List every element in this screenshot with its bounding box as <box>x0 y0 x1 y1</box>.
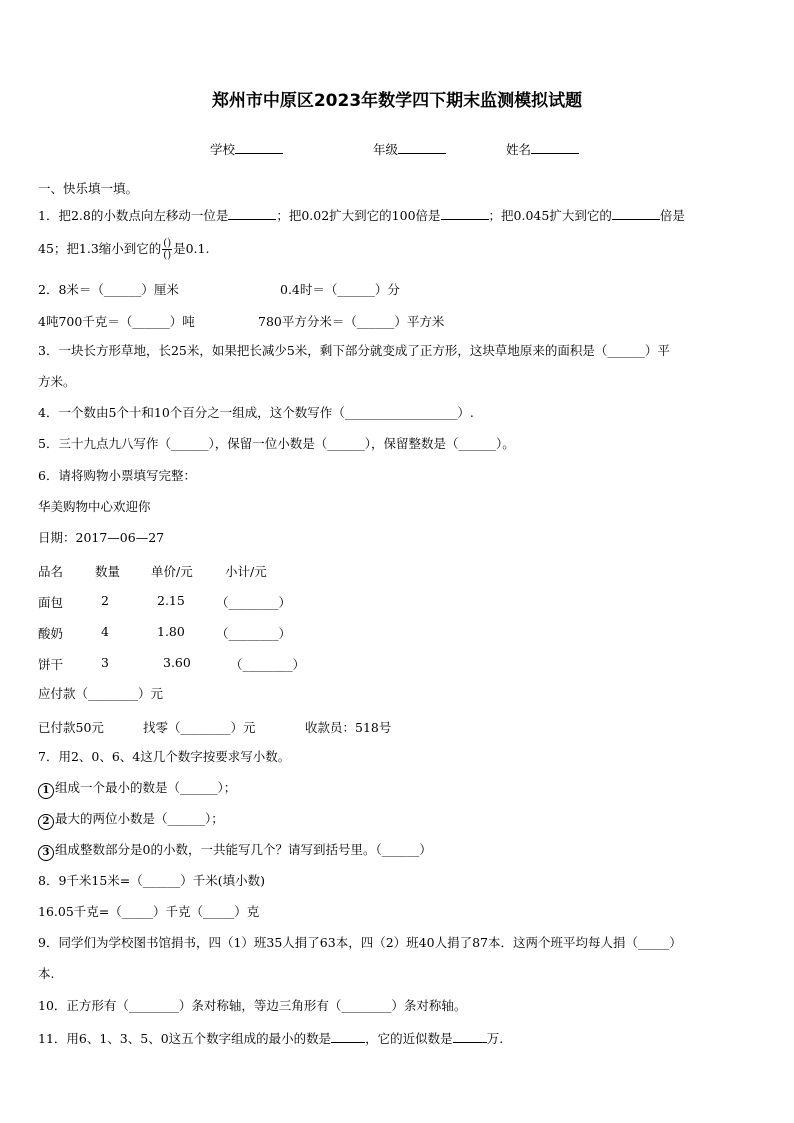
q1-blank-2 <box>441 207 489 220</box>
name-label: 姓名 <box>506 142 532 157</box>
receipt-row-name: 面包 <box>38 595 64 610</box>
question-7-stem: 7．用2、0、6、4这几个数字按要求写小数。 <box>38 749 291 764</box>
q7-item-text: 组成一个最小的数是（______）； <box>55 780 237 795</box>
receipt-store: 华美购物中心欢迎你 <box>38 499 151 514</box>
receipt-header-price: 单价/元 <box>151 564 193 579</box>
q1-text-b: ；把0.02扩大到它的100倍是 <box>276 208 441 223</box>
receipt-amount-due: 应付款（________）元 <box>38 686 164 701</box>
q11-text-c: 万. <box>486 1031 504 1046</box>
fraction-numerator: () <box>163 238 172 249</box>
receipt-row-price: 3.60 <box>163 655 191 670</box>
circled-number: 1 <box>38 783 54 799</box>
school-label: 学校 <box>210 142 236 157</box>
grade-blank <box>398 140 446 154</box>
receipt-row-qty: 4 <box>101 624 109 639</box>
q7-item-text: 最大的两位小数是（______）； <box>55 811 224 826</box>
question-9-line-2: 本. <box>38 966 55 981</box>
q2-item-c: 4吨700千克＝（______）吨 <box>38 314 195 329</box>
receipt-change: 找零（________）元 <box>143 720 256 735</box>
question-3-line-2: 方米。 <box>38 374 76 389</box>
question-11 <box>38 1030 503 1047</box>
receipt-row-name: 饼干 <box>38 657 64 672</box>
question-1-line-1 <box>38 207 685 224</box>
circled-number: 3 <box>38 845 54 861</box>
name-blank <box>531 140 579 154</box>
receipt-header-name: 品名 <box>38 564 64 579</box>
receipt-row-subtotal: （________） <box>216 595 292 610</box>
school-blank <box>235 140 283 154</box>
receipt-row-price: 1.80 <box>157 624 185 639</box>
question-1-line-2 <box>38 237 209 261</box>
name-field <box>506 140 579 158</box>
q1-text-d: 倍是 <box>659 208 685 223</box>
grade-field <box>373 140 446 158</box>
receipt-row-qty: 2 <box>101 593 109 608</box>
q2-item-a: 2．8米＝（______）厘米 <box>38 282 179 297</box>
q1-text-c: ；把0.045扩大到它的 <box>488 208 612 223</box>
q1-blank-3 <box>612 207 660 220</box>
question-3-line-1: 3．一块长方形草地，长25米，如果把长减少5米，剩下部分就变成了正方形，这块草地原来的面积是（______）平 <box>38 343 670 358</box>
receipt-header-qty: 数量 <box>95 564 121 579</box>
question-8-line-2: 16.05千克=（_____）千克（_____）克 <box>38 904 260 919</box>
circled-number: 2 <box>38 814 54 830</box>
question-5: 5．三十九点九八写作（______），保留一位小数是（______），保留整数是（______）。 <box>38 436 515 451</box>
q1-text-a: 1．把2.8的小数点向左移动一位是 <box>38 208 229 223</box>
receipt-row-subtotal: （________） <box>216 626 292 641</box>
school-field <box>210 140 283 158</box>
receipt-row-price: 2.15 <box>157 593 185 608</box>
grade-label: 年级 <box>373 142 399 157</box>
q7-item-1 <box>38 780 236 799</box>
fraction-denominator: () <box>163 250 172 261</box>
receipt-date: 日期：2017—06—27 <box>38 530 165 545</box>
question-4: 4．一个数由5个十和10个百分之一组成，这个数写作（__________________）. <box>38 405 474 420</box>
receipt-row-subtotal: （________） <box>230 657 306 672</box>
question-10: 10．正方形有（________）条对称轴，等边三角形有（________）条对称轴。 <box>38 998 467 1013</box>
receipt-header-subtotal: 小计/元 <box>225 564 267 579</box>
q7-item-2 <box>38 811 224 830</box>
fraction <box>162 238 172 261</box>
section-heading: 一、快乐填一填。 <box>38 181 139 196</box>
q7-item-3 <box>38 842 432 861</box>
q7-item-text: 组成整数部分是0的小数，一共能写几个？请写到括号里。（______） <box>55 842 432 857</box>
q11-blank-2 <box>453 1030 487 1043</box>
receipt-row-name: 酸奶 <box>38 626 64 641</box>
question-8-line-1: 8．9千米15米=（______）千米(填小数) <box>38 873 266 888</box>
q1-text-e: 45；把1.3缩小到它的 <box>38 241 162 256</box>
q2-item-d: 780平方分米＝（______）平方米 <box>258 314 445 329</box>
q11-text-b: ，它的近似数是 <box>365 1031 453 1046</box>
q1-text-f: 是0.1. <box>173 241 210 256</box>
q2-item-b: 0.4时＝（______）分 <box>280 282 400 297</box>
question-9-line-1: 9．同学们为学校图书馆捐书，四（1）班35人捐了63本，四（2）班40人捐了87本．这两个班平均每人捐（_____） <box>38 935 682 950</box>
question-6-stem: 6．请将购物小票填写完整： <box>38 468 196 483</box>
q1-blank-1 <box>228 207 276 220</box>
q11-text-a: 11．用6、1、3、5、0这五个数字组成的最小的数是 <box>38 1031 332 1046</box>
page-title: 郑州市中原区2023年数学四下期末监测模拟试题 <box>211 91 583 111</box>
receipt-cashier: 收款员：518号 <box>305 720 392 735</box>
receipt-amount-paid: 已付款50元 <box>38 720 104 735</box>
q11-blank-1 <box>331 1030 365 1043</box>
receipt-row-qty: 3 <box>101 655 109 670</box>
